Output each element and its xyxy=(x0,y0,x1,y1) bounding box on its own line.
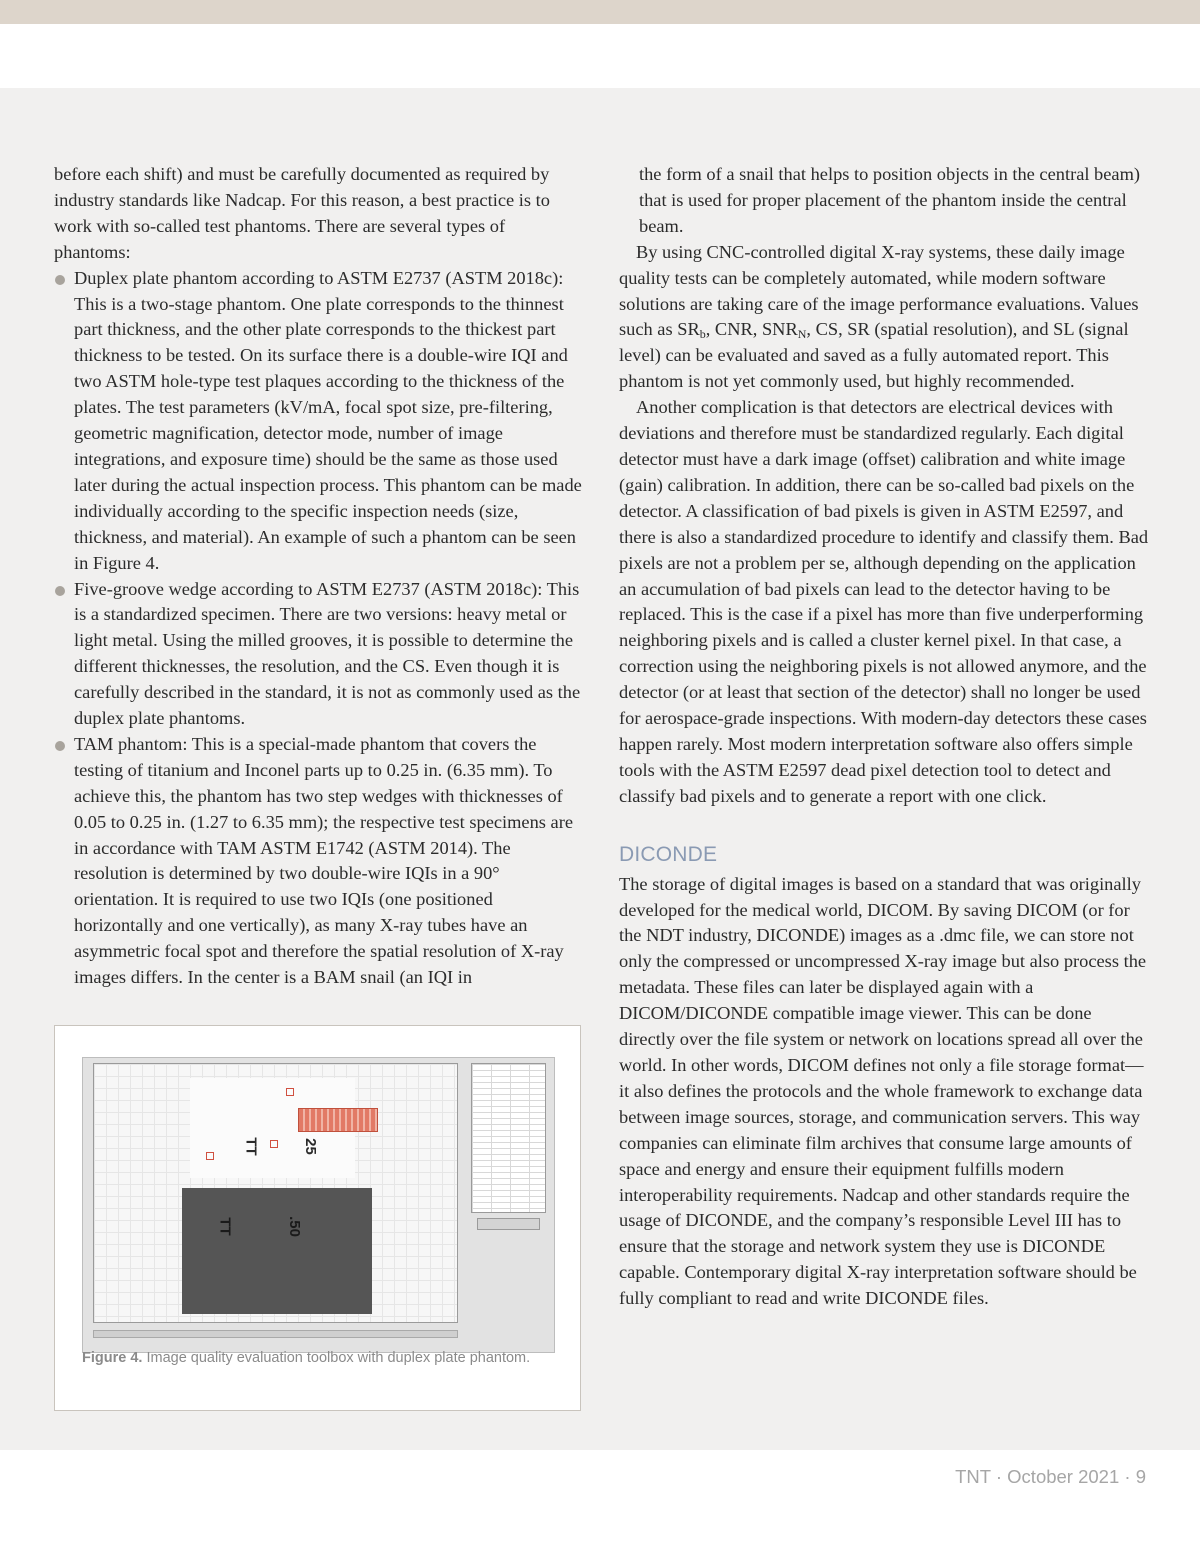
left-column xyxy=(54,162,586,991)
status-bar xyxy=(93,1330,458,1338)
header-strip xyxy=(0,24,1200,88)
toolbox-screenshot xyxy=(82,1057,555,1353)
right-column xyxy=(619,162,1151,1312)
plate-label-tt: TT xyxy=(216,1217,234,1236)
bullet-five-groove-wedge: Five-groove wedge according to ASTM E2737 (ASTM 2018c): This is a standardized specimen. There are two versions: heavy metal or light metal. Using the milled grooves, it is possible to determine the different thicknesses, the resolution, and the CS. Even though it is carefully described in the standard, it is not as commonly used as the duplex plate phantoms. xyxy=(54,577,586,732)
detector-paragraph: Another complication is that detectors are electrical devices with deviations and therefore must be standardized regularly. Each digital detector must have a dark image (offset) calibration and white image (gain) calibration. In addition, there can be so-called bad pixels on the detector. A classification of bad pixels is given in ASTM E2597, and there is also a standardized procedure to identify and classify them. Bad pixels are not a problem per se, although depending on the application an accumulation of bad pixels can lead to the detector having to be replaced. This is the case if a pixel has more than five underperforming neighboring pixels and is called a cluster kernel pixel. In that case, a correction using the neighboring pixels is not allowed anymore, and the detector (or at least that section of the detector) shall no longer be used for aerospace-grade inspections. With modern-day detectors these cases happen rarely. Most modern interpretation software also offers simple tools with the ASTM E2597 dead pixel detection tool to detect and classify bad pixels and to generate a report with one click. xyxy=(619,397,1149,806)
thin-plate xyxy=(190,1078,355,1178)
hole-plaque-marker xyxy=(270,1140,278,1148)
top-color-band xyxy=(0,0,1200,24)
intro-paragraph: before each shift) and must be carefully documented as required by industry standards like Nadcap. For this reason, a best practice is to work with so-called test phantoms. There are several types of phantoms: xyxy=(54,164,550,262)
section-heading-diconde: DICONDE xyxy=(619,842,718,866)
plate-label-tt: TT xyxy=(242,1137,260,1156)
subscript-n: N xyxy=(797,327,807,342)
hole-plaque-marker xyxy=(206,1152,214,1160)
thick-plate xyxy=(182,1188,372,1314)
results-table xyxy=(471,1063,546,1213)
figure-caption xyxy=(82,1348,552,1369)
caption-label: Figure 4. xyxy=(82,1350,143,1366)
bullet-tam-phantom: TAM phantom: This is a special-made phantom that covers the testing of titanium and Inconel parts up to 0.25 in. (6.35 mm). To achieve this, the phantom has two step wedges with thicknesses of 0.05 to 0.25 in. (1.27 to 6.35 mm); the respective test specimens are in accordance with TAM ASTM E1742 (ASTM 2014). The resolution is determined by two double-wire IQIs in a 90° orientation. It is required to use two IQIs (one positioned horizontally and one vertically), as many X-ray tubes have an asymmetric focal spot and therefore the spatial resolution of X-ray images differs. In the center is a BAM snail (an IQI in xyxy=(54,732,586,991)
automation-paragraph: By using CNC-controlled digital X-ray systems, these daily image quality tests can be completely automated, while modern software solutions are taking care of the image performance evaluations. Values such as $SR_b$, CNR, $SNR_N$, CS, SR (spatial resolution), and SL (signal level) can be evaluated and saved as a fully automated report. This phantom is not yet commonly used, but highly recommended. xyxy=(619,241,1139,392)
evaluate-button[interactable] xyxy=(477,1218,540,1230)
plate-label-thickness: 25 xyxy=(301,1138,319,1155)
bullet-continuation: the form of a snail that helps to position objects in the central beam) that is used for proper placement of the phantom inside the central beam. xyxy=(639,164,1141,236)
plate-label-thickness: .50 xyxy=(285,1216,303,1237)
figure-4 xyxy=(54,1025,581,1411)
image-viewport xyxy=(93,1063,458,1323)
hole-plaque-marker xyxy=(286,1088,294,1096)
duplex-wire-iqi xyxy=(298,1108,378,1132)
caption-text: Image quality evaluation toolbox with duplex plate phantom. xyxy=(142,1350,531,1366)
phantom-type-list xyxy=(54,266,586,991)
subscript-b: b xyxy=(699,327,706,342)
page-footer: TNT · October 2021 · 9 xyxy=(955,1466,1146,1487)
diconde-paragraph: The storage of digital images is based on a standard that was originally developed for the medical world, DICOM. By saving DICOM (or for the NDT industry, DICONDE) images as a .dmc file, we can store not only the compressed or uncompressed X-ray image but also process the metadata. These files can later be displayed again with a DICOM/DICONDE compatible image viewer. This can be done directly over the file system or network on locations spread all over the world. In other words, DICOM defines not only a file storage format—it also defines the protocols and the whole framework to exchange data between image sources, storage, and communication servers. This way companies can eliminate film archives that consume large amounts of space and energy and ensure their equipment fulfills modern interoperability requirements. Nadcap and other standards require the usage of DICONDE, and the company’s responsible Level III has to ensure that the storage and network system they use is DICONDE capable. Contemporary digital X-ray interpretation software should be fully compliant to read and write DICONDE files. xyxy=(619,873,1147,1309)
bullet-duplex-plate: Duplex plate phantom according to ASTM E2737 (ASTM 2018c): This is a two-stage phantom. One plate corresponds to the thinnest part thickness, and the other plate corresponds to the thickest part thickness to be tested. On its surface there is a double-wire IQI and two ASTM hole-type test plaques according to the thickness of the plates. The test parameters (kV/mA, focal spot size, pre-filtering, geometric magnification, detector mode, number of image integrations, and exposure time) should be the same as those used later during the actual inspection process. This phantom can be made individually according to the specific inspection needs (size, thickness, and material). An example of such a phantom can be seen in Figure 4. xyxy=(54,266,586,577)
